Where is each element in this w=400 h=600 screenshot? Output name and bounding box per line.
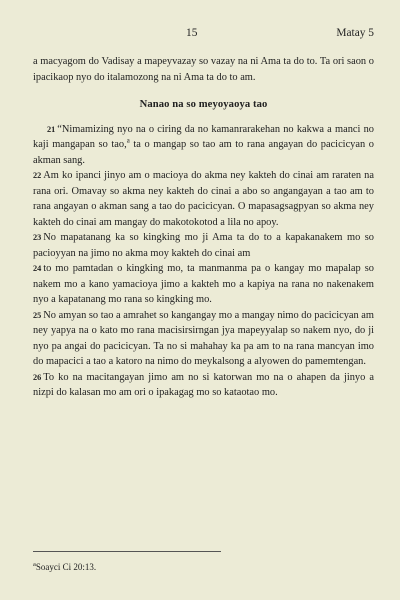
page-body <box>33 54 374 401</box>
verse-23 <box>33 230 374 261</box>
verse-number: 22 <box>33 171 42 180</box>
verse-22 <box>33 168 374 230</box>
verse-text: Am ko ipanci jinyo am o macioya do akma ney kakteh do cinai am raraten na rana ori. Omavay so akma ney kakteh do cinai a abo so angangayan a tao am to rana angayan o akman sang a tao do pacicicyan. O mapasagsagpyan so akma ney kakteh do cinai am mangay do makotokotod a lila no apoy. <box>33 170 374 228</box>
verse-21 <box>33 122 374 169</box>
verse-text: “Nimamizing nyo na o ciring da no kamanrarakehan no kakwa a manci no kaji mangapan so tao, <box>33 123 374 150</box>
verse-text-cont: ta o mangap so tao am to rana angayan do pacicicyan o akman sang. <box>33 139 374 166</box>
verse-number: 23 <box>33 233 42 242</box>
footnote-divider <box>33 551 221 552</box>
footnote-marker[interactable]: a <box>126 137 130 145</box>
verse-text: No amyan so tao a amrahet so kangangay mo a mangay nimo do pacicicyan am ney yapya na o kato mo rana macisirsirngan jya mapeyyalap so nakem nyo, do ji nyo pa angai do pacicicyan. Ta no si mahahay ka pa am to na rana mancyan imo do mapacici a tao a katoro na nimo do meykalsong a alyowen do pamemtengan. <box>33 309 374 367</box>
footnote <box>33 562 96 572</box>
verse-text: to mo pamtadan o kingking mo, ta manmanma pa o kangay mo mapalap so nakem mo a kano yamacioya jimo a kakteh mo a kapiya na rana no nakenakem nyo a kapatanang mo rana so kingking mo. <box>33 263 374 305</box>
verse-25 <box>33 308 374 370</box>
page-number: 15 <box>186 27 198 39</box>
opening-paragraph: a macyagom do Vadisay a mapeyvazay so vazay na ni Ama ta do to. Ta ori saon o ipacikaop nyo do italamozong na ni Ama ta do to am. <box>33 56 374 83</box>
page-header <box>0 27 400 41</box>
verse-text: To ko na macitangayan jimo am no si katorwan mo na o ahapen da jinyo a nizpi do kalasan mo am ori o ipakagag mo so kataotao mo. <box>33 371 374 398</box>
verse-number: 26 <box>33 372 42 382</box>
verse-26 <box>33 370 374 401</box>
footnote-mark: a <box>33 561 36 568</box>
verse-number: 24 <box>33 264 42 273</box>
verse-number: 25 <box>33 310 42 320</box>
verse-number: 21 <box>47 124 56 134</box>
verse-24 <box>33 261 374 308</box>
verse-text: No mapatanang ka so kingking mo ji Ama ta do to a kapakanakem mo so pacioyyan na jimo no akma moy kakteh do cinai am <box>33 232 374 259</box>
running-head: Matay 5 <box>336 27 374 39</box>
footnote-text: Soayci Ci 20:13. <box>35 562 97 572</box>
section-heading: Nanao na so meyoyaoya tao <box>139 99 268 110</box>
